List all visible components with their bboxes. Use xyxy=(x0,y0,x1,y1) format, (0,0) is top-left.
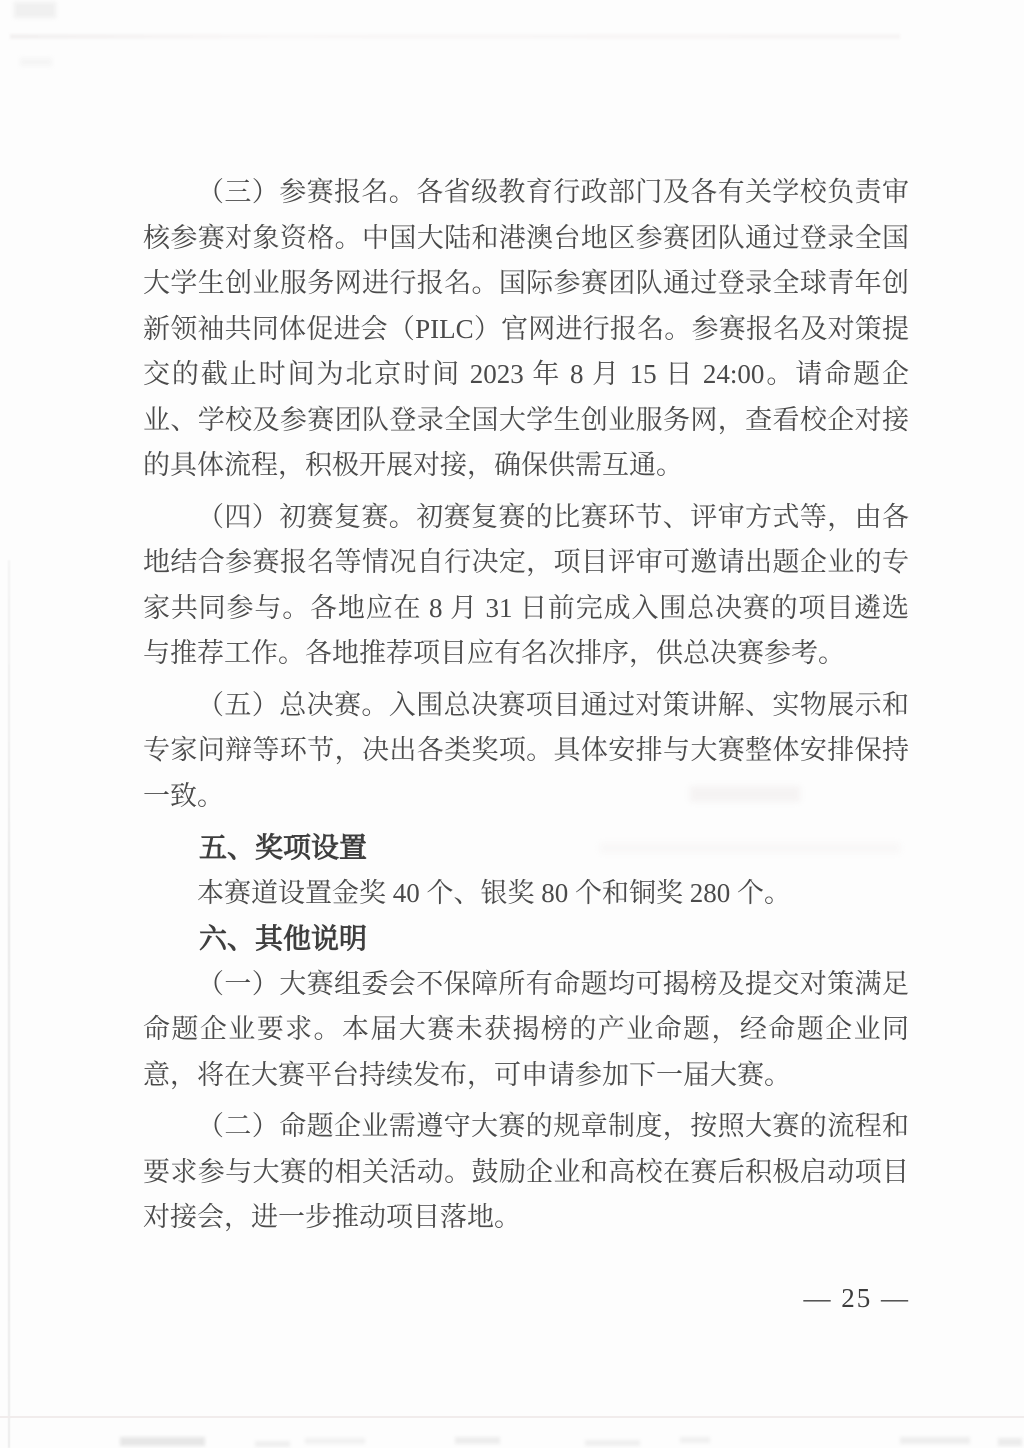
scan-smudge-bottom xyxy=(680,1437,710,1443)
heading-award-settings: 五、奖项设置 xyxy=(199,832,368,863)
heading-other-notes: 六、其他说明 xyxy=(199,923,368,954)
scan-smudge-bottom xyxy=(255,1441,290,1447)
scan-smudge-bottom xyxy=(305,1438,365,1444)
page-number: — 25 — xyxy=(803,1283,910,1313)
scan-smudge-bottom xyxy=(998,1438,1022,1446)
scan-smudge-bottom xyxy=(585,1440,640,1446)
scan-smudge-top-left xyxy=(14,2,56,18)
scan-smudge-bottom xyxy=(120,1437,205,1446)
paragraph-other-note-1: （一）大赛组委会不保障所有命题均可揭榜及提交对策满足命题企业要求。本届大赛未获揭榜的产业命题，经命题企业同意，将在大赛平台持续发布，可申请参加下一届大赛。 xyxy=(143,968,909,1090)
paragraph-award-counts: 本赛道设置金奖 40 个、银奖 80 个和铜奖 280 个。 xyxy=(197,877,791,908)
scan-streak-top xyxy=(10,34,900,39)
scan-smudge-small xyxy=(20,58,52,66)
scan-smudge-bottom xyxy=(900,1437,970,1444)
document-body xyxy=(143,170,909,1247)
paragraph-finals: （五）总决赛。入围总决赛项目通过对策讲解、实物展示和专家问辩等环节，决出各类奖项。具体安排与大赛整体安排保持一致。 xyxy=(143,689,909,811)
paragraph-preliminary-rounds: （四）初赛复赛。初赛复赛的比赛环节、评审方式等，由各地结合参赛报名等情况自行决定，项目评审可邀请出题企业的专家共同参与。各地应在 8 月 31 日前完成入围总决赛的项目遴选与推荐工作。各地推荐项目应有名次排序，供总决赛参考。 xyxy=(143,501,909,668)
paragraph-other-note-2: （二）命题企业需遵守大赛的规章制度，按照大赛的流程和要求参与大赛的相关活动。鼓励企业和高校在赛后积极启动项目对接会，进一步推动项目落地。 xyxy=(143,1111,909,1232)
scan-line-bottom xyxy=(0,1416,1024,1418)
scan-smudge-bottom xyxy=(455,1437,500,1444)
paragraph-registration: （三）参赛报名。各省级教育行政部门及各有关学校负责审核参赛对象资格。中国大陆和港澳台地区参赛团队通过登录全国大学生创业服务网进行报名。国际参赛团队通过登录全球青年创新领袖共同体促进会（PILC）官网进行报名。参赛报名及对策提交的截止时间为北京时间 2023 年 8 月 15 日 24:00。请命题企业、学校及参赛团队登录全国大学生创业服务网，查看校企对接的具体流程，积极开展对接，确保供需互通。 xyxy=(143,177,909,480)
scan-line-left-edge xyxy=(8,560,10,1448)
